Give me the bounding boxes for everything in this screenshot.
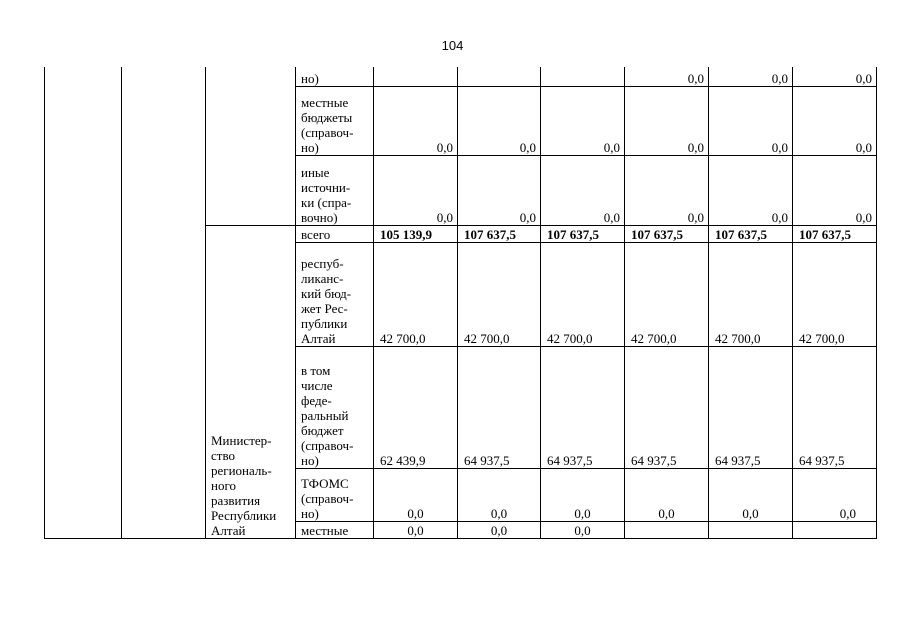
value-cell: 105 139,9	[374, 225, 458, 242]
source-line: (справоч-	[301, 490, 354, 506]
table-row	[45, 67, 877, 86]
value-cell: 0,0	[625, 86, 709, 155]
value-cell	[458, 67, 541, 86]
source-line: (справоч-	[301, 124, 354, 140]
source-cell	[296, 468, 374, 521]
value-cell: 64 937,5	[458, 346, 541, 468]
value-cell: 0,0	[374, 86, 458, 155]
value-cell: 107 637,5	[625, 225, 709, 242]
source-line: ки (спра-	[301, 194, 352, 210]
source-cell	[296, 242, 374, 346]
page-number: 104	[441, 38, 464, 53]
value-cell: 0,0	[541, 155, 625, 225]
source-cell	[296, 155, 374, 225]
source-line: кий бюд-	[301, 285, 352, 301]
value-cell: 0,0	[458, 155, 541, 225]
source-line: феде-	[301, 392, 332, 408]
source-line: числе	[301, 377, 333, 393]
source-line: местные	[301, 94, 349, 110]
source-cell	[296, 225, 374, 242]
value-cell: 0,0	[793, 86, 877, 155]
source-line: (справоч-	[301, 437, 354, 453]
value-cell: 107 637,5	[541, 225, 625, 242]
source-line: ральный	[301, 407, 349, 423]
ministry-line: ного	[211, 477, 236, 493]
value-cell	[793, 521, 877, 538]
source-cell	[296, 67, 374, 86]
ministry-line: региональ-	[211, 462, 272, 478]
value-cell: 0,0	[541, 521, 625, 538]
value-cell: 0,0	[541, 468, 625, 521]
value-cell: 0,0	[625, 468, 709, 521]
source-line: но)	[301, 70, 319, 86]
ministry-cell	[206, 225, 296, 538]
source-cell	[296, 86, 374, 155]
source-line: иные	[301, 164, 330, 180]
value-cell: 42 700,0	[625, 242, 709, 346]
value-cell: 0,0	[458, 86, 541, 155]
value-cell: 42 700,0	[541, 242, 625, 346]
source-line: публики	[301, 315, 348, 331]
value-cell: 0,0	[709, 86, 793, 155]
value-cell: 0,0	[374, 521, 458, 538]
value-cell: 0,0	[793, 155, 877, 225]
value-cell: 62 439,9	[374, 346, 458, 468]
source-line: жет Рес-	[301, 300, 348, 316]
source-line: ТФОМС	[301, 475, 349, 491]
blank-cell-col3	[206, 67, 296, 225]
value-cell: 0,0	[458, 521, 541, 538]
value-cell	[709, 521, 793, 538]
blank-cell-col1	[45, 67, 122, 538]
value-cell: 0,0	[709, 155, 793, 225]
ministry-line: развития	[211, 492, 261, 508]
value-cell: 107 637,5	[709, 225, 793, 242]
value-cell: 0,0	[793, 468, 877, 521]
value-cell: 64 937,5	[709, 346, 793, 468]
value-cell: 107 637,5	[793, 225, 877, 242]
source-line: местные	[301, 522, 349, 538]
source-line: всего	[301, 226, 331, 242]
value-cell: 0,0	[709, 468, 793, 521]
value-cell	[541, 67, 625, 86]
source-line: в том	[301, 362, 331, 378]
value-cell: 0,0	[541, 86, 625, 155]
value-cell: 64 937,5	[541, 346, 625, 468]
source-line: но)	[301, 139, 319, 155]
value-cell: 0,0	[709, 67, 793, 86]
source-line: респуб-	[301, 255, 344, 271]
ministry-line: Республики	[211, 507, 277, 523]
source-cell	[296, 346, 374, 468]
value-cell: 64 937,5	[793, 346, 877, 468]
ministry-line: Алтай	[211, 522, 246, 538]
value-cell: 107 637,5	[458, 225, 541, 242]
source-line: но)	[301, 505, 319, 521]
ministry-line: ство	[211, 447, 236, 463]
ministry-line: Министер-	[211, 432, 272, 448]
source-line: бюджеты	[301, 109, 353, 125]
source-line: ликанс-	[301, 270, 344, 286]
value-cell: 0,0	[374, 468, 458, 521]
value-cell	[374, 67, 458, 86]
source-line: вочно)	[301, 209, 338, 225]
value-cell: 64 937,5	[625, 346, 709, 468]
source-line: бюджет	[301, 422, 344, 438]
budget-table	[44, 67, 877, 539]
value-cell: 42 700,0	[709, 242, 793, 346]
value-cell: 0,0	[793, 67, 877, 86]
source-line: Алтай	[301, 330, 336, 346]
value-cell: 42 700,0	[458, 242, 541, 346]
source-cell	[296, 521, 374, 538]
source-line: источни-	[301, 179, 351, 195]
value-cell: 0,0	[625, 67, 709, 86]
source-line: но)	[301, 452, 319, 468]
value-cell: 42 700,0	[793, 242, 877, 346]
value-cell: 42 700,0	[374, 242, 458, 346]
value-cell: 0,0	[458, 468, 541, 521]
value-cell	[625, 521, 709, 538]
blank-cell-col2	[122, 67, 206, 538]
value-cell: 0,0	[625, 155, 709, 225]
value-cell: 0,0	[374, 155, 458, 225]
